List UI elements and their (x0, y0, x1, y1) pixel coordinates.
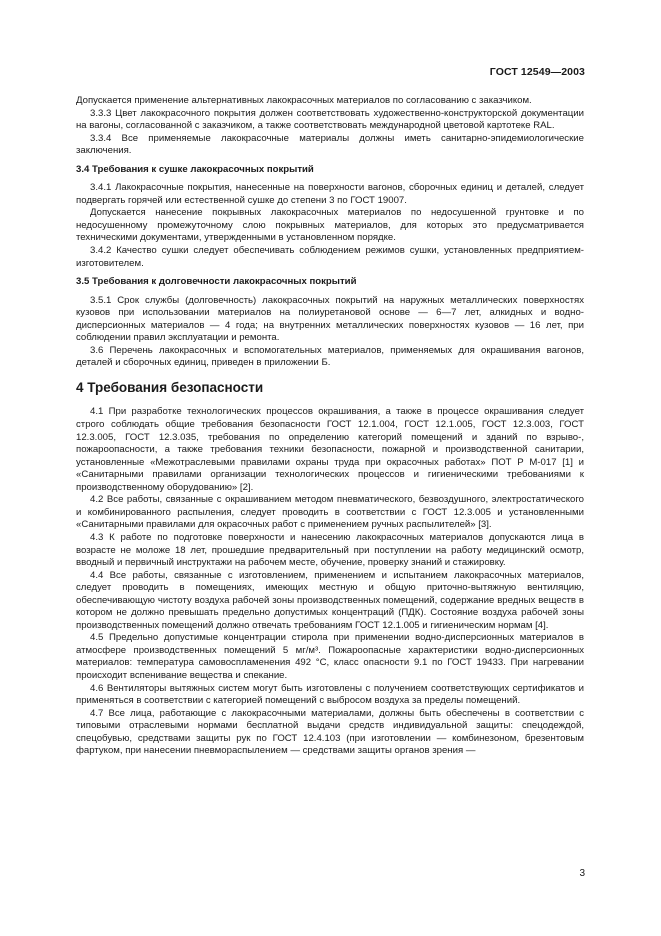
paragraph-4-5: 4.5 Предельно допустимые концентрации стирола при применении водно-дисперсионных материалов в атмосфере производственных помещений 5 мг/м³. Пожароопасные характеристики водно-дисперсионных материалов: температура самовоспламенения 492 °С, класс опасности 9.1 по ГОСТ 19433. При нагревании происходит вспенивание вещества и спекание. (76, 632, 584, 681)
paragraph-3-4-1-cont: Допускается нанесение покрывных лакокрасочных материалов по недосушенной грунтовке и по недосушенному промежуточному слою покрывных материалов, для которых это предусматривается техническими документами, утвержденными в установленном порядке. (76, 207, 584, 244)
paragraph-4-3: 4.3 К работе по подготовке поверхности и нанесению лакокрасочных материалов допускаются лица в возрасте не моложе 18 лет, прошедшие предварительный при поступлении на работу медицинский осмотр, вводный и первичный инструктажи на рабочем месте, обучение, проверку знаний и стажировку. (76, 531, 584, 569)
paragraph-4-7: 4.7 Все лица, работающие с лакокрасочными материалами, должны быть обеспечены в соответствии с типовыми отраслевыми нормами бесплатной выдачи средств индивидуальной защиты: спецодеждой, спецобувью, средствами защиты рук по ГОСТ 12.4.103 (при изготовлении — комбинезоном, брезентовым фартуком, при нанесении пневмораспылением — средствами защиты органов зрения — (76, 707, 584, 757)
section-heading-3-4: 3.4 Требования к сушке лакокрасочных покрытий (76, 163, 314, 175)
section-heading-4: 4 Требования безопасности (76, 379, 264, 395)
paragraph-3-3-4: 3.3.4 Все применяемые лакокрасочные материалы должны иметь санитарно-эпидемиологические заключения. (76, 132, 584, 157)
paragraph-4-2: 4.2 Все работы, связанные с окрашиванием методом пневматического, безвоздушного, электростатического и комбинированного распыления, следует проводить в соответствии с ГОСТ 12.3.005 и установленными «Санитарными правилами для окрасочных работ с применением ручных распылителей» [3]. (76, 494, 584, 531)
paragraph-3-5-1: 3.5.1 Срок службы (долговечность) лакокрасочных покрытий на наружных металлических поверхностях кузовов при использовании материалов на полиуретановой основе — 6—7 лет, алкидных и водно-дисперсионных материалов — 4 года; на внутренних металлических поверхностях кузовов — 16 лет, при соблюдении правил эксплуатации и ремонта. (76, 294, 584, 344)
paragraph-4-4: 4.4 Все работы, связанные с изготовлением, применением и испытанием лакокрасочных материалов, следует проводить в помещениях, имеющих местную и общую приточно-вытяжную вентиляцию, обеспечивающую чистоту воздуха рабочей зоны производственных помещений, содержание вредных веществ в котором не должно превышать предельно допустимых концентраций (ПДК). Состояние воздуха рабочей зоны производственных помещений должно отвечать требованиям ГОСТ 12.1.005 и гигиеническим нормам [4]. (76, 569, 584, 631)
paragraph-4-6: 4.6 Вентиляторы вытяжных систем могут быть изготовлены с получением соответствующих сертификатов и применяться в соответствии с категорией помещений с выбросом воздуха за пределы помещений. (76, 682, 584, 707)
page-number: 3 (579, 868, 585, 879)
section-heading-3-5: 3.5 Требования к долговечности лакокрасочных покрытий (76, 276, 357, 288)
paragraph-3-6: 3.6 Перечень лакокрасочных и вспомогательных материалов, применяемых для окрашивания вагонов, деталей и сборочных единиц, приведен в приложении Б. (76, 344, 584, 369)
paragraph-3-3-3: 3.3.3 Цвет лакокрасочного покрытия должен соответствовать художественно-конструкторской документации на вагоны, согласованной с заказчиком, а также соответствовать международной цветовой картотеке RAL. (76, 107, 584, 132)
paragraph-4-1: 4.1 При разработке технологических процессов окрашивания, а также в процессе окрашивания следует строго соблюдать общие требования безопасности ГОСТ 12.1.004, ГОСТ 12.1.005, ГОСТ 12.3.003, ГОСТ 12.3.005, ГОСТ 12.3.035, требования по определению категорий помещений и зданий по взрыво-, пожароопасности, а также требования техники безопасности, пожарной и производственной санитарии, установленные «Межотраслевыми правилами охраны труда при окрасочных работах» ПОТ Р М-017 [1] и «Санитарными правилами организации технологических процессов и гигиеническими требованиями к производственному оборудованию» [2]. (76, 406, 584, 493)
paragraph-3-4-1: 3.4.1 Лакокрасочные покрытия, нанесенные на поверхности вагонов, сборочных единиц и деталей, следует подвергать горячей или естественной сушке до степени 3 по ГОСТ 19007. (76, 182, 584, 206)
page-content (76, 95, 584, 758)
paragraph-alt-materials: Допускается применение альтернативных лакокрасочных материалов по согласованию с заказчиком. (76, 95, 532, 106)
paragraph-3-4-2: 3.4.2 Качество сушки следует обеспечивать соблюдением режимов сушки, установленных предприятием-изготовителем. (76, 245, 584, 269)
document-code-header: ГОСТ 12549—2003 (489, 66, 585, 78)
